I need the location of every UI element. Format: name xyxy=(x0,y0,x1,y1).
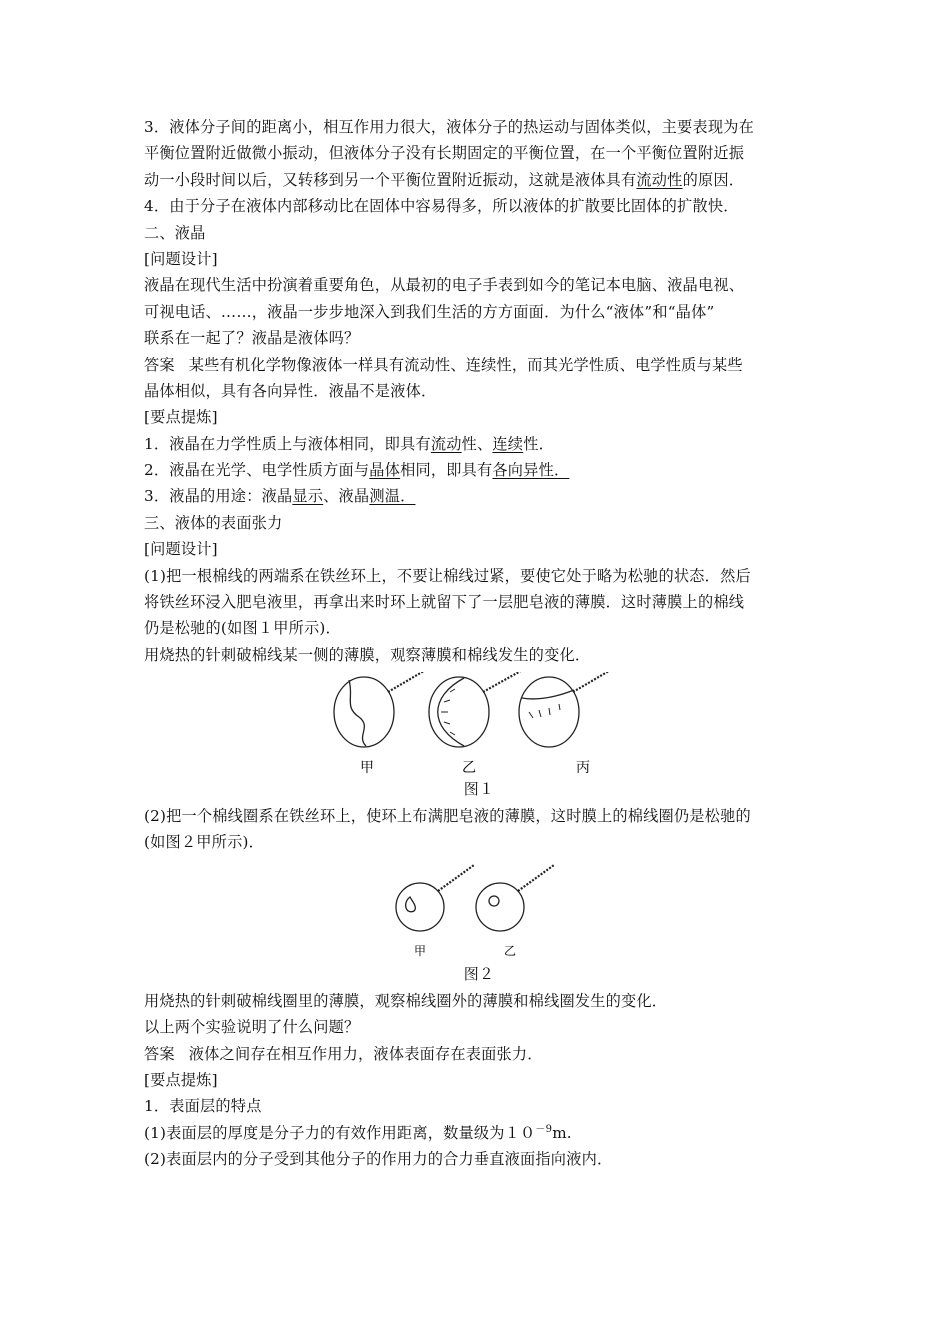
text: 性、 xyxy=(461,434,493,453)
figure-1 xyxy=(144,672,814,776)
underlined: 各向异性． xyxy=(492,461,570,480)
question-end: 以上两个实验说明了什么问题？ xyxy=(144,1018,360,1037)
surface-layer-heading: 1．表面层的特点 xyxy=(144,1097,262,1116)
ring-thread-pulled-right xyxy=(429,672,526,747)
text: 相同，即具有 xyxy=(400,461,493,480)
underlined: 连续 xyxy=(492,434,524,453)
answer-line-1 xyxy=(144,352,814,378)
experiment-1-line-1: (1)把一根棉线的两端系在铁丝环上，不要让棉线过紧，要使它处于略为松驰的状态．然后 xyxy=(144,566,751,585)
para-3-line-2: 平衡位置附近做微小振动，但液体分子没有长期固定的平衡位置，在一个平衡位置附近振 xyxy=(144,144,745,163)
fig2-label-yi: 乙 xyxy=(504,944,517,959)
text: 2．液晶在光学、电学性质方面与 xyxy=(144,461,370,480)
section-3-heading: 三、液体的表面张力 xyxy=(144,513,283,532)
figure-1-drawing xyxy=(144,672,814,776)
figure-1-caption: 图１ xyxy=(463,780,495,799)
text: 3．液晶的用途：液晶 xyxy=(144,487,293,506)
text: 某些有机化学物像液体一样具有流动性、连续性，而其光学性质、电学性质与某些 xyxy=(188,355,743,374)
experiment-2-line-3: 用烧热的针刺破棉线圈里的薄膜，观察棉线圈外的薄膜和棉线圈发生的变化． xyxy=(144,991,668,1010)
fig1-label-yi: 乙 xyxy=(462,760,476,777)
underlined: 流动 xyxy=(430,434,462,453)
ring-with-round-loop xyxy=(476,865,554,931)
figure-2 xyxy=(144,863,814,961)
question-design-label: [问题设计] xyxy=(144,249,218,268)
answer-line-2: 晶体相似，具有各向异性．液晶不是液体． xyxy=(144,381,437,400)
key-point-1 xyxy=(144,431,814,457)
ring-with-slack-loop xyxy=(396,865,474,931)
document-page xyxy=(144,114,814,1173)
text: 、液晶 xyxy=(323,487,370,506)
experiment-1-line-2: 将铁丝环浸入肥皂液里，再拿出来时环上就留下了一层肥皂液的薄膜．这时薄膜上的棉线 xyxy=(144,593,745,612)
question-design-label-2: [问题设计] xyxy=(144,540,218,559)
key-point-3 xyxy=(144,483,814,509)
fig2-label-jia: 甲 xyxy=(414,944,427,959)
text: (1)表面层的厚度是分子力的有效作用距离，数量级为１０ xyxy=(144,1123,536,1142)
ring-thread-pulled-left xyxy=(519,672,614,747)
answer-label: 答案 xyxy=(144,1044,175,1063)
fig1-label-bing: 丙 xyxy=(576,760,590,777)
figure-2-drawing xyxy=(144,863,814,961)
text: 液体之间存在相互作用力，液体表面存在表面张力． xyxy=(188,1044,543,1063)
section-2-heading: 二、液晶 xyxy=(144,223,206,242)
answer-label: 答案 xyxy=(144,355,175,374)
answer-2 xyxy=(144,1041,814,1067)
question-line-1: 液晶在现代生活中扮演着重要角色，从最初的电子手表到如今的笔记本电脑、液晶电视、 xyxy=(144,276,745,295)
ring-with-slack-thread xyxy=(334,672,429,747)
para-4: 4．由于分子在液体内部移动比在固体中容易得多，所以液体的扩散要比固体的扩散快． xyxy=(144,197,739,216)
exponent: －9 xyxy=(535,1123,553,1135)
fig1-label-jia: 甲 xyxy=(360,760,374,777)
para-3-line-3 xyxy=(144,167,814,193)
text: 的原因． xyxy=(682,170,745,189)
experiment-1-line-3: 仍是松驰的(如图１甲所示)． xyxy=(144,619,341,638)
key-point-2 xyxy=(144,457,814,483)
experiment-2-line-2: (如图２甲所示)． xyxy=(144,832,264,851)
surface-layer-point-2: (2)表面层内的分子受到其他分子的作用力的合力垂直液面指向液内． xyxy=(144,1150,613,1169)
experiment-2-line-1: (2)把一个棉线圈系在铁丝环上，使环上布满肥皂液的薄膜，这时膜上的棉线圈仍是松驰的 xyxy=(144,806,751,825)
question-line-2: 可视电话、……，液晶一步步地深入到我们生活的方方面面．为什么“液体”和“晶体” xyxy=(144,302,715,321)
text: 1．液晶在力学性质上与液体相同，即具有 xyxy=(144,434,431,453)
underlined-fluidity: 流动性 xyxy=(636,170,683,189)
unit: m. xyxy=(552,1123,572,1142)
text: 动一小段时间以后，又转移到另一个平衡位置附近振动，这就是液体具有 xyxy=(144,170,637,189)
underlined: 测温． xyxy=(369,487,416,506)
underlined: 显示 xyxy=(292,487,324,506)
text: 性． xyxy=(523,434,554,453)
key-points-label: [要点提炼] xyxy=(144,408,218,427)
underlined: 晶体 xyxy=(369,461,401,480)
question-line-3: 联系在一起了？液晶是液体吗？ xyxy=(144,329,360,348)
experiment-1-line-4: 用烧热的针刺破棉线某一侧的薄膜，观察薄膜和棉线发生的变化． xyxy=(144,645,591,664)
para-3-line-1: 3．液体分子间的距离小，相互作用力很大，液体分子的热运动与固体类似，主要表现为在 xyxy=(144,118,754,136)
figure-2-caption: 图２ xyxy=(463,965,495,984)
key-points-label-2: [要点提炼] xyxy=(144,1070,218,1089)
surface-layer-point-1 xyxy=(144,1120,814,1146)
